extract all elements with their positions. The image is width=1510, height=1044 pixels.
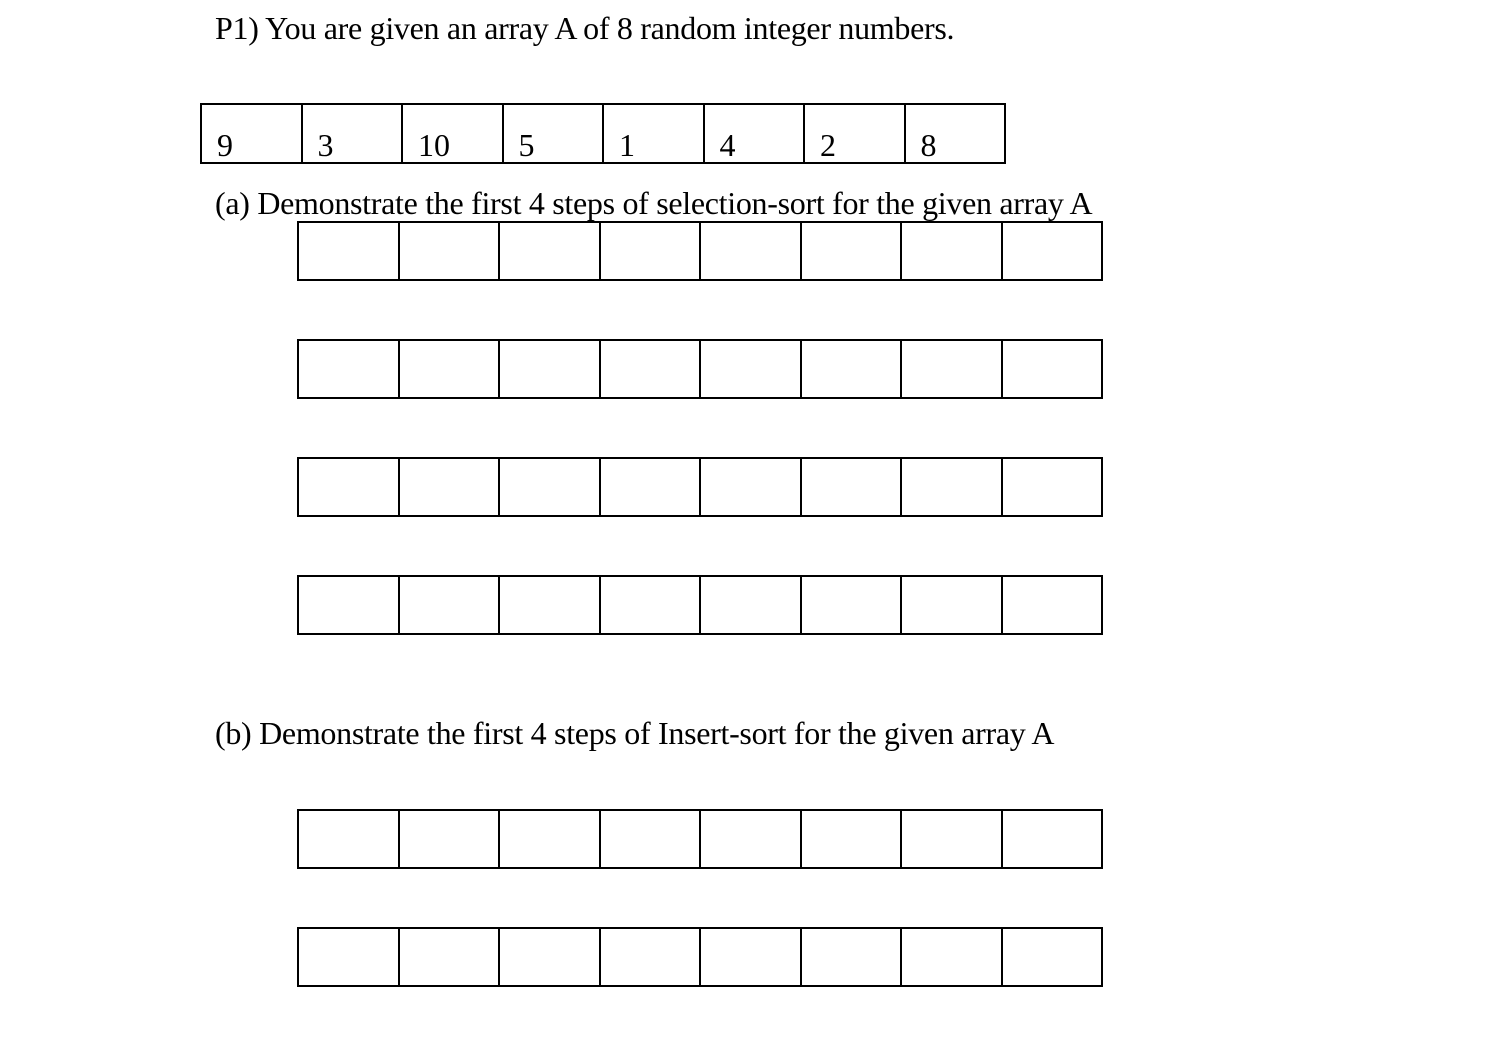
empty-answer-cell — [902, 927, 1003, 987]
empty-answer-cell — [400, 221, 501, 281]
empty-answer-cell — [701, 927, 802, 987]
empty-answer-cell — [601, 809, 702, 869]
array-cell-value: 10 — [418, 127, 450, 163]
empty-answer-cell — [500, 221, 601, 281]
empty-answer-cell — [1003, 927, 1104, 987]
empty-answer-cell — [601, 927, 702, 987]
array-cell-value: 4 — [719, 127, 736, 163]
empty-answer-cell — [500, 809, 601, 869]
empty-answer-cell — [1003, 221, 1104, 281]
array-cell-value: 2 — [820, 127, 836, 163]
empty-answer-cell — [299, 575, 400, 635]
empty-answer-cell — [902, 809, 1003, 869]
empty-answer-cell — [400, 575, 501, 635]
empty-answer-cell — [299, 221, 400, 281]
empty-answer-cell — [802, 457, 903, 517]
empty-answer-cell — [1003, 339, 1104, 399]
empty-answer-cell — [701, 809, 802, 869]
array-cell — [303, 103, 404, 164]
empty-answer-cell — [701, 339, 802, 399]
empty-answer-cell — [802, 927, 903, 987]
empty-answer-cell — [400, 927, 501, 987]
empty-answer-cell — [500, 575, 601, 635]
empty-answer-cell — [299, 927, 400, 987]
array-cell — [202, 103, 303, 164]
selection-sort-step-row — [297, 339, 1103, 399]
array-cell-value: 5 — [518, 127, 535, 163]
array-cell — [906, 103, 1007, 164]
problem-title: P1) You are given an array A of 8 random integer numbers. — [215, 10, 955, 46]
empty-answer-cell — [701, 457, 802, 517]
array-cell — [604, 103, 705, 164]
empty-answer-cell — [701, 221, 802, 281]
selection-sort-step-row — [297, 221, 1103, 281]
array-cell-value: 3 — [317, 127, 334, 163]
array-cell-value: 9 — [217, 127, 233, 163]
part-a-prompt: (a) Demonstrate the first 4 steps of selection-sort for the given array A — [215, 185, 1093, 221]
array-cell — [504, 103, 605, 164]
empty-answer-cell — [601, 457, 702, 517]
empty-answer-cell — [902, 575, 1003, 635]
insert-sort-step-row — [297, 809, 1103, 869]
selection-sort-step-row — [297, 575, 1103, 635]
given-array-A — [200, 103, 1006, 164]
empty-answer-cell — [299, 457, 400, 517]
empty-answer-cell — [1003, 809, 1104, 869]
empty-answer-cell — [500, 927, 601, 987]
part-b-prompt: (b) Demonstrate the first 4 steps of Insert-sort for the given array A — [215, 715, 1055, 751]
empty-answer-cell — [802, 339, 903, 399]
selection-sort-step-row — [297, 457, 1103, 517]
array-cell-value: 1 — [619, 127, 635, 163]
empty-answer-cell — [299, 339, 400, 399]
array-cell — [403, 103, 504, 164]
empty-answer-cell — [1003, 575, 1104, 635]
insert-sort-step-row — [297, 927, 1103, 987]
empty-answer-cell — [601, 221, 702, 281]
empty-answer-cell — [802, 221, 903, 281]
empty-answer-cell — [500, 339, 601, 399]
empty-answer-cell — [400, 457, 501, 517]
empty-answer-cell — [400, 809, 501, 869]
empty-answer-cell — [400, 339, 501, 399]
empty-answer-cell — [601, 339, 702, 399]
empty-answer-cell — [601, 575, 702, 635]
array-cell — [705, 103, 806, 164]
empty-answer-cell — [902, 339, 1003, 399]
array-cell-value: 8 — [920, 127, 937, 163]
empty-answer-cell — [1003, 457, 1104, 517]
empty-answer-cell — [299, 809, 400, 869]
empty-answer-cell — [902, 457, 1003, 517]
empty-answer-cell — [902, 221, 1003, 281]
empty-answer-cell — [701, 575, 802, 635]
array-cell — [805, 103, 906, 164]
empty-answer-cell — [802, 809, 903, 869]
empty-answer-cell — [500, 457, 601, 517]
empty-answer-cell — [802, 575, 903, 635]
